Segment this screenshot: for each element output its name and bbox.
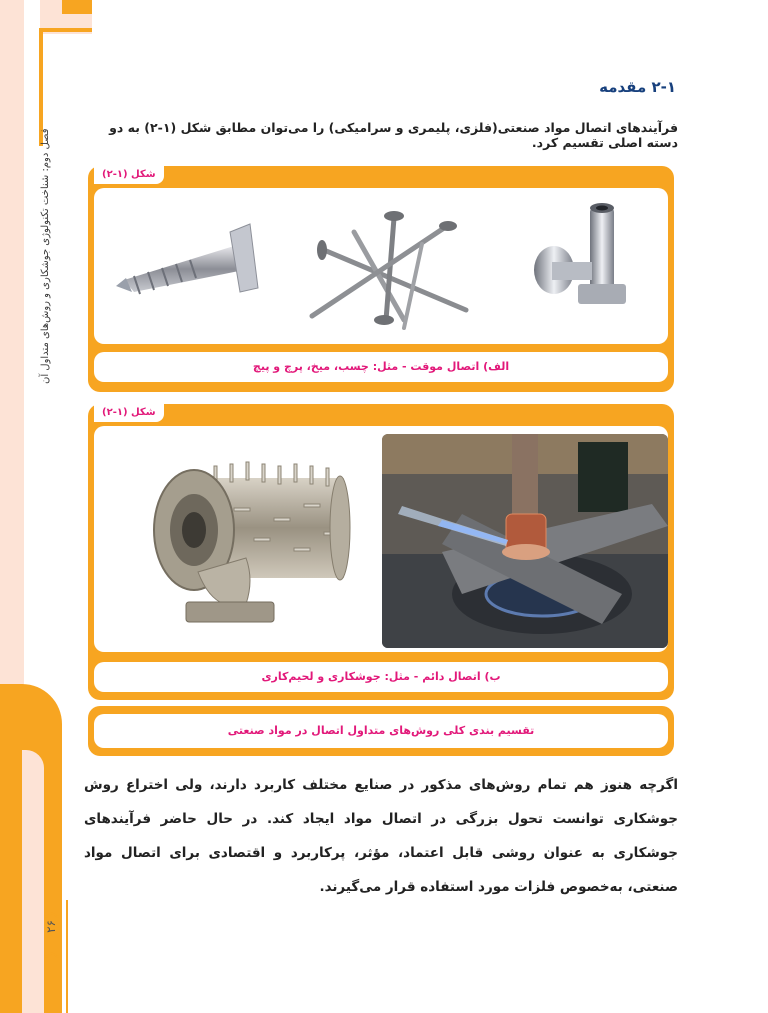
page-number: ۲۶ xyxy=(44,920,58,933)
figure-b-label: شکل (۱-۲) xyxy=(94,404,164,422)
chevron-up-icon: ︽ xyxy=(45,905,59,921)
screw-icon xyxy=(116,224,258,294)
chevron-up-icon: ︽ xyxy=(45,945,59,961)
brazing-torch-image xyxy=(382,434,668,648)
figure-a-caption: الف) اتصال موقت - مثل: چسب، میخ، پرچ و پیچ xyxy=(94,352,668,382)
figure-b-panel xyxy=(88,404,674,700)
figure-summary-panel xyxy=(88,706,674,756)
chapter-label: فصل دوم: شناخت تکنولوژی جوشکاری و روش‌های متداول آن xyxy=(40,128,51,384)
margin-horizontal-line xyxy=(39,28,92,32)
fasteners-illustration xyxy=(94,188,668,344)
section-title: ۲-۱ مقدمه xyxy=(599,78,676,96)
welded-exhaust-part-image xyxy=(134,448,364,638)
figure-a-photo xyxy=(94,188,668,344)
margin-separator-line xyxy=(66,900,68,1013)
figure-b-photo xyxy=(94,426,668,652)
rivet-icon xyxy=(534,203,626,304)
intro-paragraph: فرآیندهای اتصال مواد صنعتی(فلزی، پلیمری و سرامیکی) را می‌توان مطابق شکل (۱-۲) به دو دسته اصلی تقسیم کرد. xyxy=(109,120,678,150)
figure-a-panel xyxy=(88,166,674,392)
nails-icon xyxy=(312,211,466,328)
figure-a-label: شکل (۱-۲) xyxy=(94,166,164,184)
body-paragraph: اگرچه هنوز هم تمام روش‌های مذکور در صنایع مختلف کاربرد دارند، ولی اختراع روش جوشکاری توانست تحول بزرگی در اتصال مواد ایجاد کند. در حال حاضر فرآیندهای جوشکاری به عنوان روشی قابل اعتماد، مؤثر، پرکاربرد و اقتصادی برای اتصال مواد صنعتی، به‌خصوص فلزات مورد استفاده قرار می‌گیرند. xyxy=(84,777,678,895)
margin-corner xyxy=(62,0,92,14)
page-number-block xyxy=(40,906,66,962)
margin-bottom-inner xyxy=(22,750,44,1013)
figure-b-caption: ب) اتصال دائم - مثل: جوشکاری و لحیم‌کاری xyxy=(94,662,668,692)
figure-summary-caption: تقسیم بندی کلی روش‌های متداول اتصال در مواد صنعتی xyxy=(94,714,668,748)
